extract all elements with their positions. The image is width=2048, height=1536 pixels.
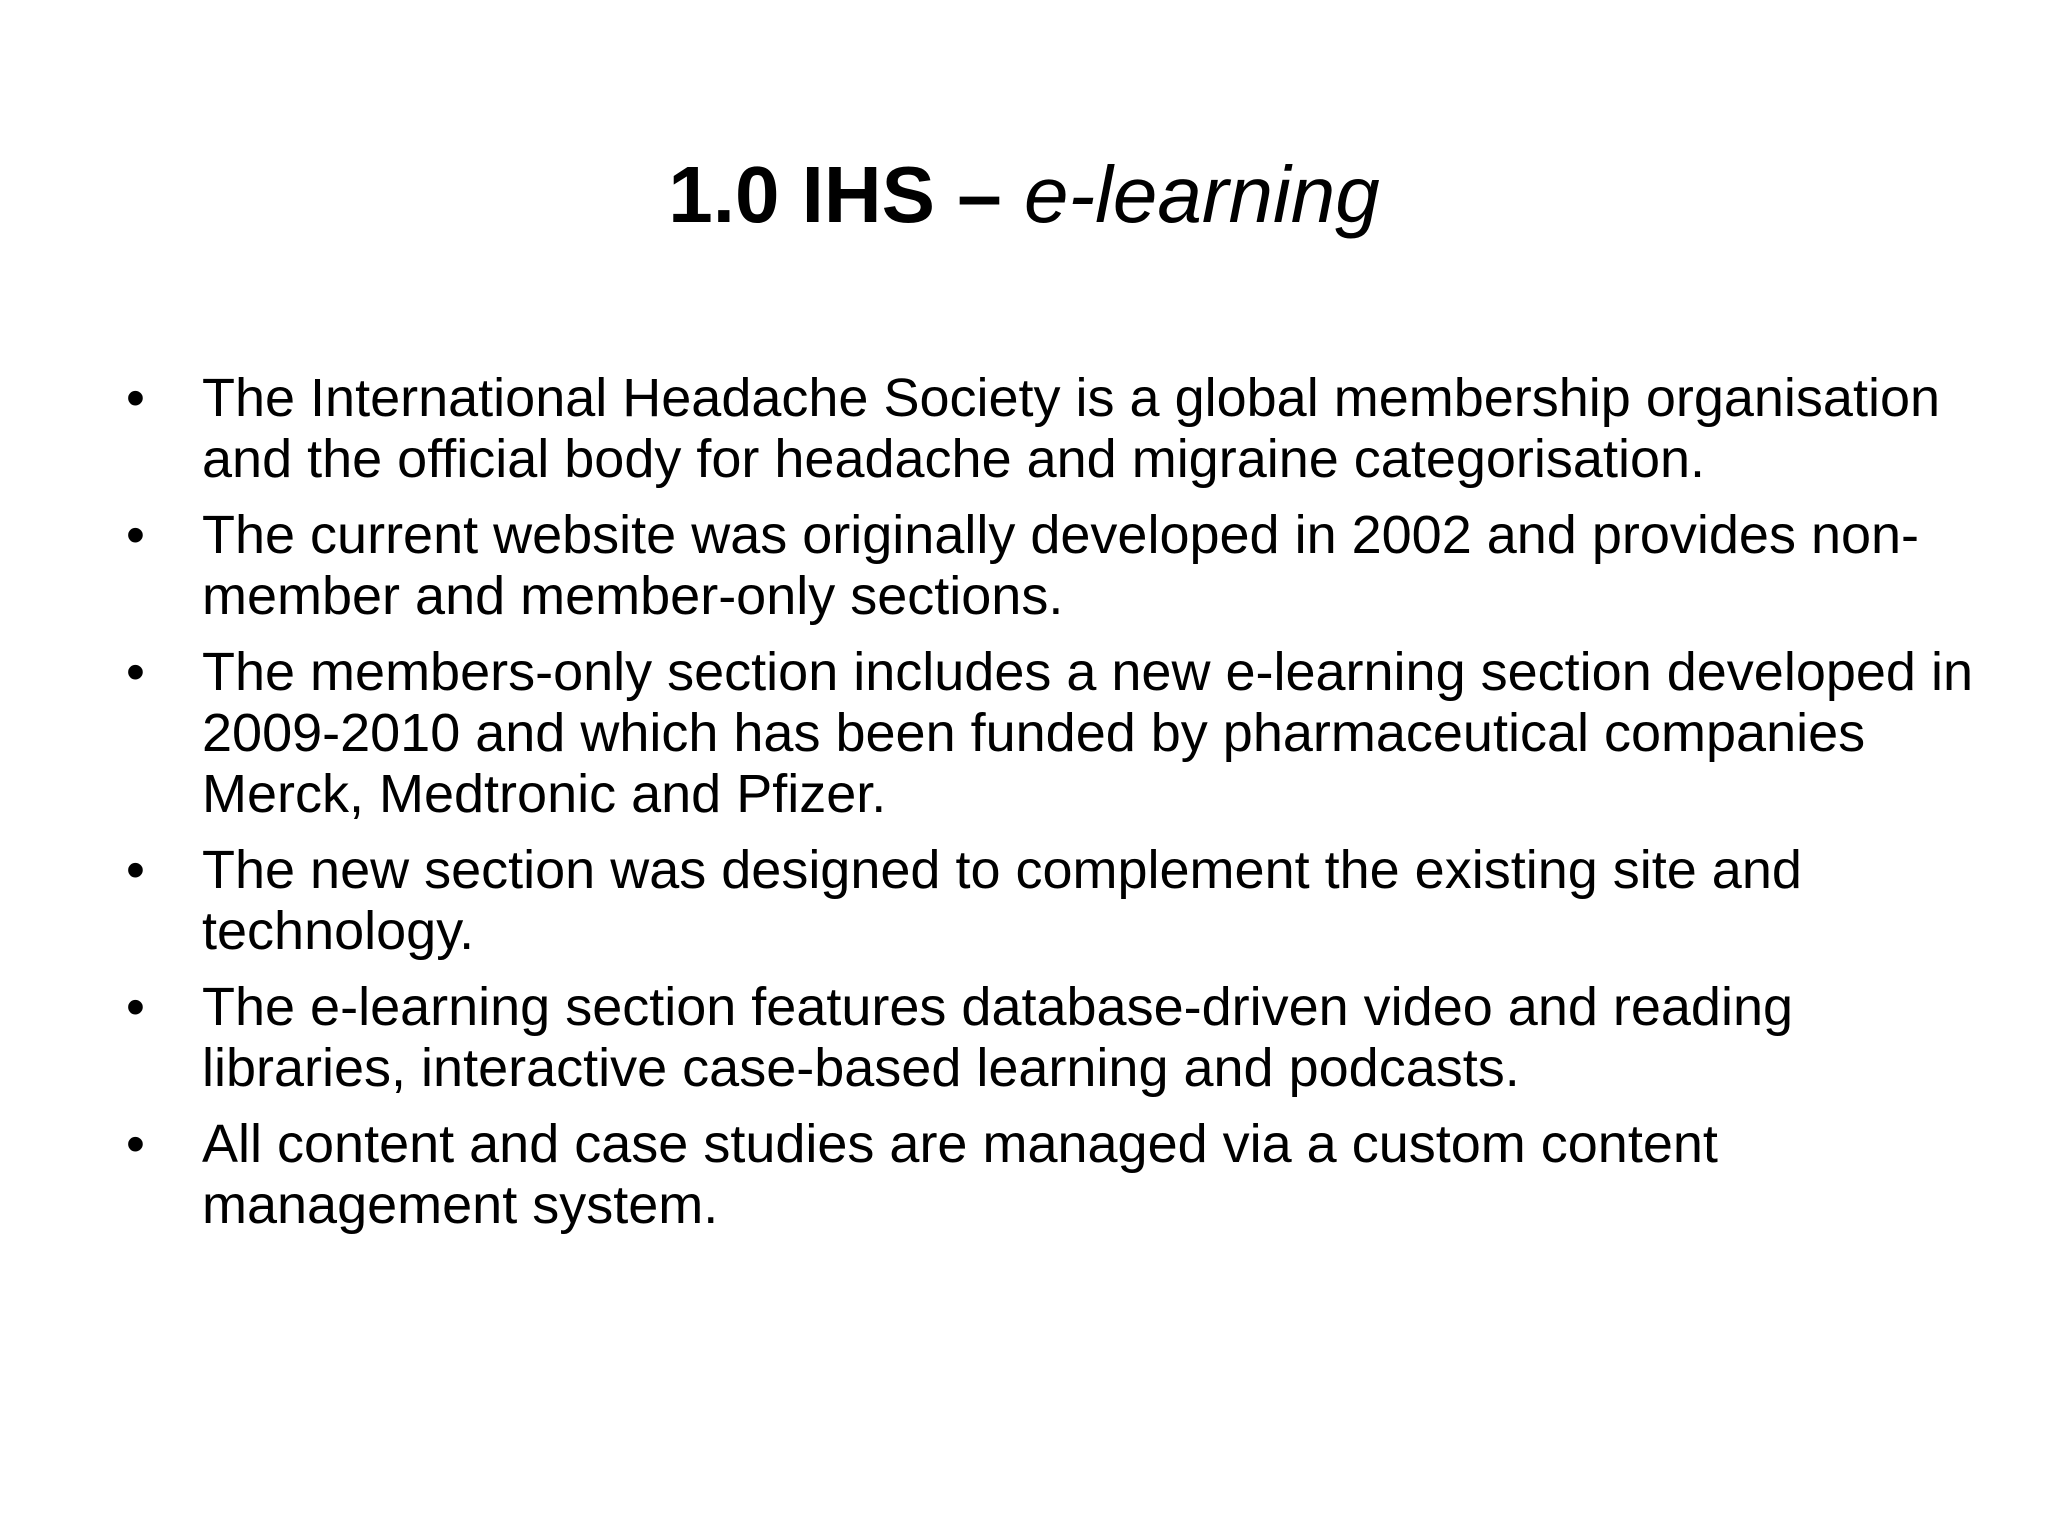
bullet-text: The new section was designed to complement the existing site and technology. [202, 840, 1802, 961]
bullet-icon: • [126, 368, 145, 428]
bullet-list [120, 368, 1980, 1251]
bullet-item [120, 368, 1980, 490]
slide-title-italic: e-learning [1023, 150, 1380, 239]
bullet-icon: • [126, 1114, 145, 1174]
bullet-item [120, 977, 1980, 1099]
bullet-item [120, 840, 1980, 962]
bullet-text: All content and case studies are managed via a custom content management system. [202, 1114, 1718, 1235]
bullet-text: The International Headache Society is a global membership organisation and the official body for headache and migraine categorisation. [202, 368, 1941, 489]
bullet-text: The members-only section includes a new e-learning section developed in 2009-2010 and which has been funded by pharmaceutical companies Merck, Medtronic and Pfizer. [202, 642, 1973, 824]
bullet-icon: • [126, 840, 145, 900]
bullet-text: The e-learning section features database-driven video and reading libraries, interactive case-based learning and podcasts. [202, 977, 1794, 1098]
slide-title-main: 1.0 IHS – [668, 150, 1024, 239]
bullet-item [120, 1114, 1980, 1236]
bullet-item [120, 505, 1980, 627]
bullet-icon: • [126, 505, 145, 565]
bullet-icon: • [126, 642, 145, 702]
bullet-item [120, 642, 1980, 825]
bullet-text: The current website was originally developed in 2002 and provides non-member and member-only sections. [202, 505, 1920, 626]
bullet-icon: • [126, 977, 145, 1037]
slide-title [0, 145, 2048, 245]
